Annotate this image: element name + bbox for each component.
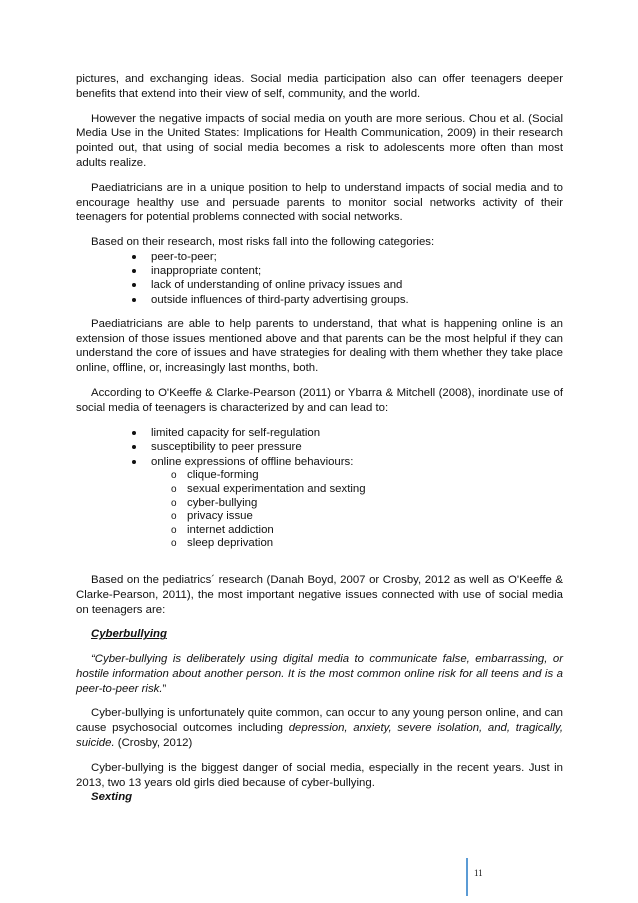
page-number: 11 <box>474 868 483 878</box>
sublist-item: o sexual experimentation and sexting <box>151 483 563 497</box>
heading-sexting: Sexting <box>91 791 133 804</box>
paragraph-1: pictures, and exchanging ideas. Social media participation also can offer teenagers deeper benefits that extend into their view of self, community, and the world. <box>76 73 563 100</box>
list-item: lack of understanding of online privacy issues and <box>76 278 563 292</box>
spacer <box>76 561 563 573</box>
paragraph-5: Paediatricians are able to help parents to understand, that what is happening online is an extension of those issues mentioned above and that parents can be the most helpful if they can understand the core of issues and have strategies for dealing with them whether they take place online, offline, or, increasingly last months, both. <box>76 317 563 375</box>
effects-list <box>76 426 563 551</box>
body-text <box>76 72 563 805</box>
list-item: peer-to-peer; <box>76 250 563 264</box>
paragraph-8-citation: (Crosby, 2012) <box>114 737 193 750</box>
quote-paragraph <box>76 652 563 696</box>
paragraph-4: Based on their research, most risks fall into the following categories: <box>91 236 435 249</box>
quote-text: “Cyber-bullying is deliberately using digital media to communicate false, embarrassing, or hostile information about another person. It is the most common online risk for all teens and is a peer-to-peer risk. <box>76 653 563 695</box>
list-item: inappropriate content; <box>76 264 563 278</box>
paragraph-9: Cyber-bullying is the biggest danger of social media, especially in the recent years. Just in 2013, two 13 years old girls died because of cyber-bullying. <box>76 761 563 789</box>
paragraph-8-start: Cyber-bullying is unfortunately quite common, can occur to any young person online, and can cause psychosocial outcomes including <box>76 707 563 735</box>
list-item: outside influences of third-party advertising groups. <box>76 293 563 307</box>
paragraph-3: Paediatricians are in a unique position to help to understand impacts of social media and to encourage healthy use and persuade parents to monitor social networks activity of their teenagers for potential problems connected with social networks. <box>76 181 563 224</box>
paragraph-7: Based on the pediatrics´ research (Danah Boyd, 2007 or Crosby, 2012 as well as O'Keeffe & Clarke-Pearson, 2011), the most important negative issues connected with use of social media on teenagers are: <box>76 573 563 616</box>
behaviours-sublist <box>151 469 563 551</box>
list-item <box>76 455 563 551</box>
footer-accent-line <box>466 858 468 896</box>
list-item-label: online expressions of offline behaviours: <box>151 455 354 468</box>
list-item: limited capacity for self-regulation <box>76 426 563 441</box>
quote-close: ” <box>162 682 167 695</box>
paragraph-6: According to O'Keeffe & Clarke-Pearson (2011) or Ybarra & Mitchell (2008), inordinate use of social media of teenagers is characterized by and can lead to: <box>76 386 563 414</box>
list-item: susceptibility to peer pressure <box>76 440 563 455</box>
risk-list <box>76 250 563 307</box>
sublist-item: o sleep deprivation <box>151 537 563 551</box>
paragraph-2: However the negative impacts of social media on youth are more serious. Chou et al. (Social Media Use in the United States: Implications for Health Communication, 2009) in their research pointed out, that using of social media becomes a risk to adolescents more often than most adults realize. <box>76 112 563 169</box>
sublist-item: o clique-forming <box>151 469 563 483</box>
sublist-item: o cyber-bullying <box>151 497 563 511</box>
paragraph-8-emphasis: depression, anxiety, severe isolation, and, tragically, suicide. <box>76 722 563 750</box>
paragraph-8 <box>76 706 563 750</box>
heading-cyberbullying: Cyberbullying <box>91 628 167 641</box>
sublist-item: o internet addiction <box>151 524 563 538</box>
sublist-item: o privacy issue <box>151 510 563 524</box>
